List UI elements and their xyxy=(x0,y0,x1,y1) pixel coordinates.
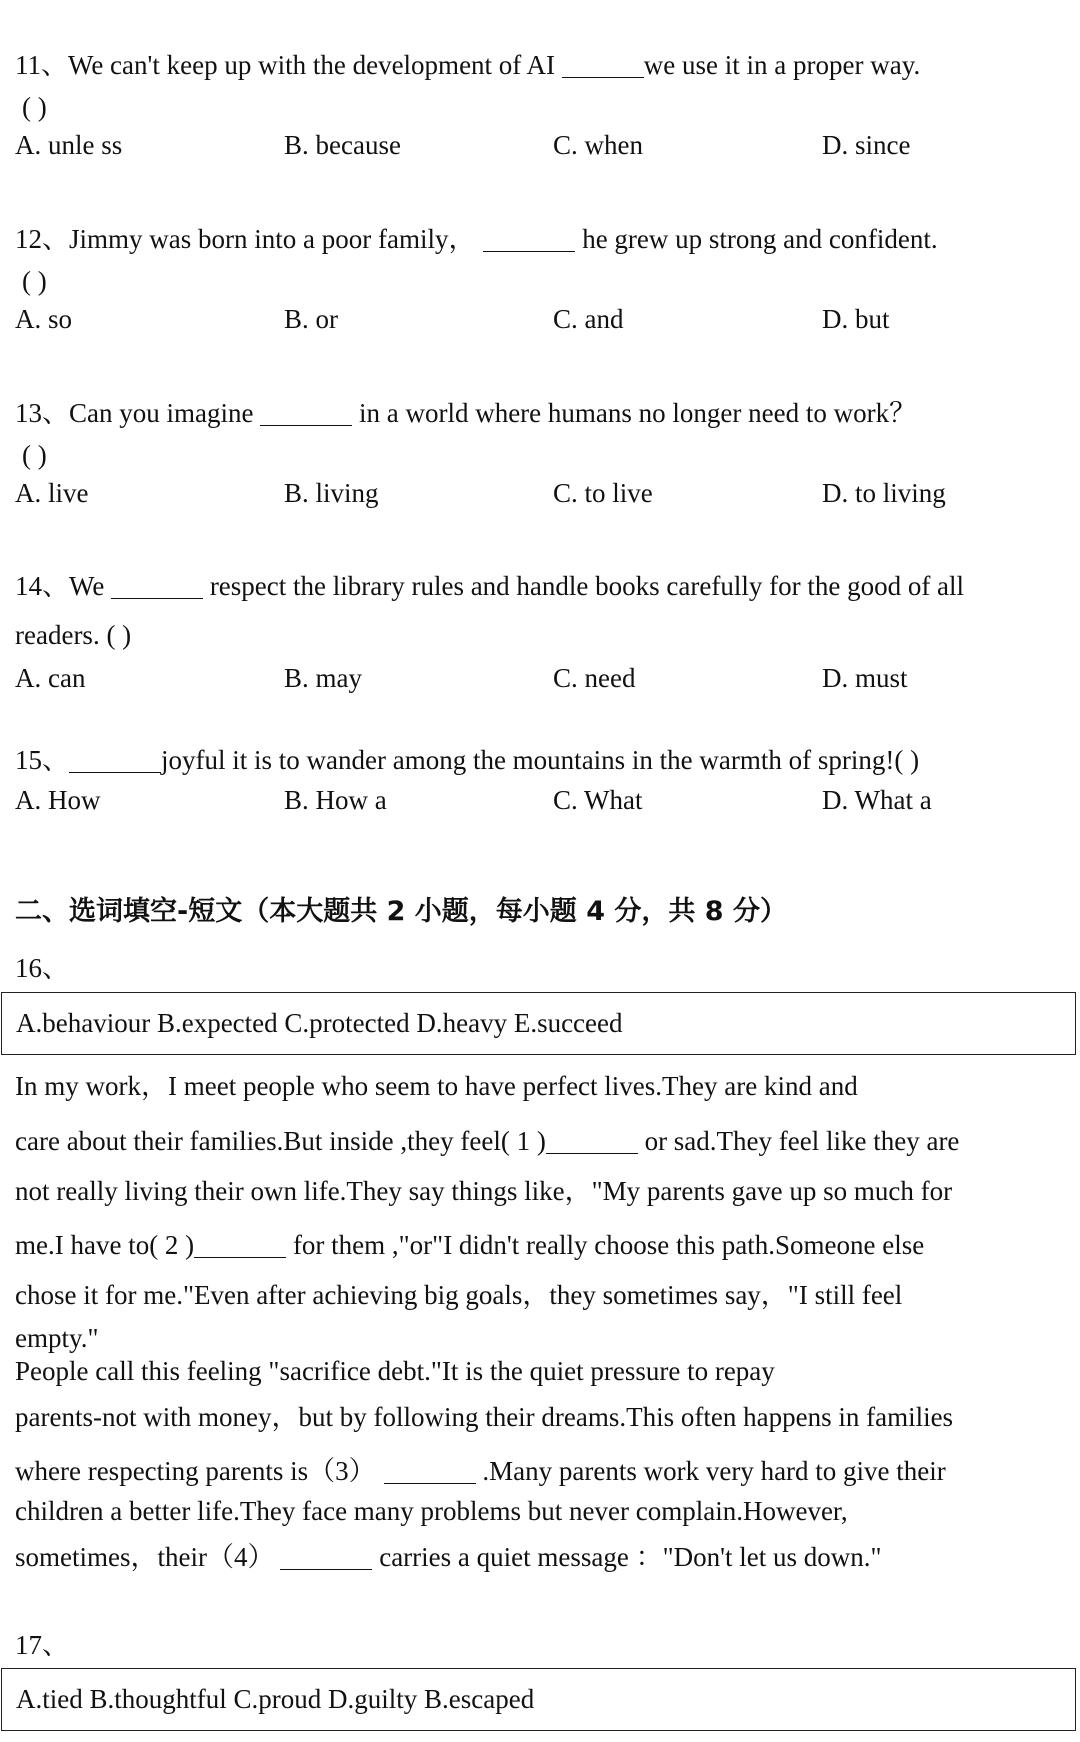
question-14-options xyxy=(15,665,1075,695)
option-b: B. may xyxy=(284,663,362,693)
question-12-text-after: he grew up strong and confident. xyxy=(575,224,938,254)
question-17-number: 17、 xyxy=(15,1630,69,1660)
passage-line: children a better life.They face many problems but never complain.However, xyxy=(15,1496,848,1526)
passage-line: not really living their own life.They say things like，"My parents gave up so much for xyxy=(15,1176,953,1206)
word-bank-17 xyxy=(1,1668,1076,1731)
question-14-text-before: 14、We xyxy=(15,571,112,601)
option-a: A. so xyxy=(15,304,73,334)
answer-blank[interactable] xyxy=(69,745,161,773)
passage-text: where respecting parents is（3） xyxy=(15,1456,376,1486)
question-13-stem xyxy=(15,398,916,427)
question-12-options xyxy=(15,306,1075,336)
option-b: B. living xyxy=(284,478,379,508)
option-d: D. to living xyxy=(822,478,946,508)
answer-blank[interactable] xyxy=(111,571,203,599)
question-13-answer-paren[interactable]: ( ) xyxy=(22,440,47,470)
question-11-stem xyxy=(15,50,920,79)
question-13-text-before: 13、Can you imagine xyxy=(15,398,261,428)
passage-line: parents-not with money，but by following their dreams.This often happens in families xyxy=(15,1402,954,1432)
passage-text: me.I have to( 2 ) xyxy=(15,1230,195,1260)
answer-blank[interactable] xyxy=(562,50,644,78)
option-c: C. What xyxy=(553,785,643,815)
option-a: A. can xyxy=(15,663,86,693)
question-15-options xyxy=(15,787,1075,817)
question-12-stem xyxy=(15,224,938,253)
passage-line: chose it for me."Even after achieving big goals，they sometimes say，"I still feel xyxy=(15,1280,903,1310)
answer-blank[interactable] xyxy=(260,398,352,426)
question-11-text-after: we use it in a proper way. xyxy=(643,50,921,80)
passage-text: care about their families.But inside ,they feel( 1 ) xyxy=(15,1126,546,1156)
option-c: C. and xyxy=(553,304,624,334)
blank-3[interactable] xyxy=(384,1456,476,1484)
blank-1[interactable] xyxy=(546,1126,638,1154)
question-11-answer-paren[interactable]: ( ) xyxy=(22,92,47,122)
question-16-number: 16、 xyxy=(15,953,69,983)
option-a: A. How xyxy=(15,785,101,815)
passage-line: People call this feeling "sacrifice debt."It is the quiet pressure to repay xyxy=(15,1356,775,1386)
question-15-text-before: 15、 xyxy=(15,745,69,775)
passage-line xyxy=(15,1126,959,1155)
blank-4[interactable] xyxy=(280,1542,372,1570)
option-d: D. but xyxy=(822,304,890,334)
option-c: C. when xyxy=(553,130,643,160)
passage-line: empty." xyxy=(15,1323,99,1353)
option-a: A. live xyxy=(15,478,89,508)
section-title: 二、选词填空-短文（本大题共 2 小题，每小题 4 分，共 8 分） xyxy=(15,896,787,927)
question-14-line2[interactable]: readers. ( ) xyxy=(15,620,132,650)
passage-line: In my work，I meet people who seem to have perfect lives.They are kind and xyxy=(15,1071,858,1101)
option-c: C. to live xyxy=(553,478,653,508)
word-bank-17-text: A.tied B.thoughtful C.proud D.guilty B.escaped xyxy=(16,1684,535,1714)
question-15-text-after: joyful it is to wander among the mountains in the warmth of spring!( ) xyxy=(161,745,920,775)
passage-text: or sad.They feel like they are xyxy=(637,1126,960,1156)
word-bank-16 xyxy=(1,992,1076,1055)
passage-text: .Many parents work very hard to give their xyxy=(475,1456,946,1486)
option-b: B. or xyxy=(284,304,338,334)
option-c: C. need xyxy=(553,663,636,693)
option-d: D. must xyxy=(822,663,908,693)
word-bank-16-text: A.behaviour B.expected C.protected D.heavy E.succeed xyxy=(16,1008,623,1038)
passage-line xyxy=(15,1230,924,1259)
answer-blank[interactable] xyxy=(483,224,575,252)
question-15-stem xyxy=(15,745,919,774)
question-13-options xyxy=(15,480,1075,510)
option-a: A. unle ss xyxy=(15,130,123,160)
passage-line xyxy=(15,1542,882,1571)
option-b: B. because xyxy=(284,130,401,160)
option-d: D. What a xyxy=(822,785,932,815)
passage-text: carries a quiet message ："Don't let us down." xyxy=(372,1542,882,1572)
question-11-options xyxy=(15,132,1075,162)
passage-line xyxy=(15,1456,946,1485)
blank-2[interactable] xyxy=(194,1230,286,1258)
passage-text: sometimes，their（4） xyxy=(15,1542,275,1572)
option-d: D. since xyxy=(822,130,911,160)
question-12-text-before: 12、Jimmy was born into a poor family， xyxy=(15,224,476,254)
option-b: B. How a xyxy=(284,785,387,815)
question-13-text-after: in a world where humans no longer need to work？ xyxy=(352,398,917,428)
question-12-answer-paren[interactable]: ( ) xyxy=(22,266,47,296)
question-14-stem xyxy=(15,571,964,600)
question-11-text-before: 11、We can't keep up with the development of AI xyxy=(15,50,562,80)
question-14-text-after: respect the library rules and handle books carefully for the good of all xyxy=(203,571,965,601)
passage-text: for them ,"or"I didn't really choose this path.Someone else xyxy=(286,1230,925,1260)
